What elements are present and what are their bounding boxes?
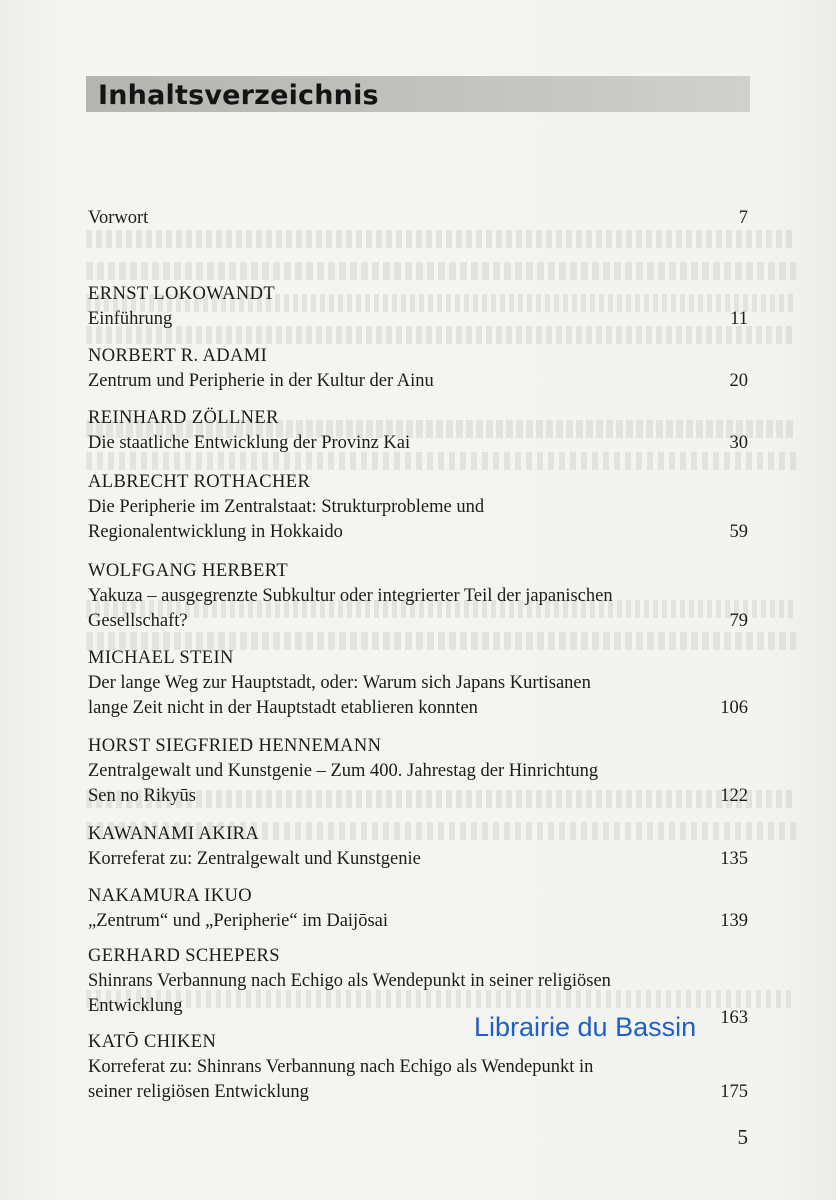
- entry-author: NORBERT R. ADAMI: [88, 346, 268, 366]
- entry-page-number: 79: [729, 611, 748, 631]
- entry-title: Yakuza – ausgegrenzte Subkultur oder integrierter Teil der japanischen: [88, 586, 613, 606]
- entry-author: HORST SIEGFRIED HENNEMANN: [88, 736, 382, 756]
- entry-title: Korreferat zu: Zentralgewalt und Kunstgenie: [88, 849, 421, 869]
- entry-author: ERNST LOKOWANDT: [88, 284, 276, 304]
- entry-page-number: 139: [720, 911, 748, 931]
- entry-page-number: 122: [720, 786, 748, 806]
- entry-title: Zentrum und Peripherie in der Kultur der Ainu: [88, 371, 434, 391]
- entry-title-continued: seiner religiösen Entwicklung: [88, 1082, 309, 1102]
- entry-page-number: 135: [720, 849, 748, 869]
- entry-title: Die Peripherie im Zentralstaat: Strukturprobleme und: [88, 497, 485, 517]
- toc-entry-hennemann: [88, 734, 748, 809]
- toc-entry-lokowandt: [88, 282, 748, 332]
- entry-page-number: 30: [729, 433, 748, 453]
- entry-title-continued: lange Zeit nicht in der Hauptstadt etablieren konnten: [88, 698, 478, 718]
- entry-page-number: 106: [720, 698, 748, 718]
- entry-author: KATŌ CHIKEN: [88, 1032, 217, 1052]
- toc-entry-kawanami: [88, 822, 748, 872]
- entry-title: Die staatliche Entwicklung der Provinz Kai: [88, 433, 411, 453]
- entry-author: ALBRECHT ROTHACHER: [88, 472, 311, 492]
- entry-title: „Zentrum“ und „Peripherie“ im Daijōsai: [88, 911, 389, 931]
- page-title: Inhaltsverzeichnis: [98, 80, 379, 111]
- toc-entry-zoellner: [88, 406, 748, 456]
- entry-title: Vorwort: [88, 208, 149, 228]
- seller-watermark: Librairie du Bassin: [474, 1012, 697, 1042]
- toc-entry-stein: [88, 646, 748, 721]
- entry-title-continued: Sen no Rikyūs: [88, 786, 196, 806]
- entry-title: Shinrans Verbannung nach Echigo als Wendepunkt in seiner religiösen: [88, 971, 611, 991]
- entry-author: WOLFGANG HERBERT: [88, 561, 289, 581]
- entry-title: Einführung: [88, 309, 173, 329]
- entry-page-number: 11: [730, 309, 748, 329]
- entry-title: Korreferat zu: Shinrans Verbannung nach Echigo als Wendepunkt in: [88, 1057, 594, 1077]
- entry-title: Zentralgewalt und Kunstgenie – Zum 400. Jahrestag der Hinrichtung: [88, 761, 599, 781]
- entry-author: NAKAMURA IKUO: [88, 886, 252, 906]
- toc-entry-rothacher: [88, 470, 748, 545]
- entry-page-number: 59: [729, 522, 748, 542]
- entry-page-number: 175: [720, 1082, 748, 1102]
- entry-author: MICHAEL STEIN: [88, 648, 234, 668]
- entry-title-continued: Gesellschaft?: [88, 611, 188, 631]
- toc-entry-adami: [88, 344, 748, 394]
- footer-page-number: 5: [737, 1125, 748, 1149]
- entry-author: KAWANAMI AKIRA: [88, 824, 260, 844]
- entry-title: Der lange Weg zur Hauptstadt, oder: Warum sich Japans Kurtisanen: [88, 673, 591, 693]
- toc-entry-herbert: [88, 559, 748, 634]
- entry-title-continued: Entwicklung: [88, 996, 183, 1016]
- entry-author: GERHARD SCHEPERS: [88, 946, 280, 966]
- toc-entry-vorwort: [88, 206, 748, 231]
- entry-page-number: 20: [729, 371, 748, 391]
- entry-page-number: 7: [738, 208, 748, 228]
- entry-author: REINHARD ZÖLLNER: [88, 408, 279, 428]
- toc-entry-nakamura: [88, 884, 748, 934]
- entry-page-number: 163: [720, 1008, 748, 1028]
- entry-title-continued: Regionalentwicklung in Hokkaido: [88, 522, 343, 542]
